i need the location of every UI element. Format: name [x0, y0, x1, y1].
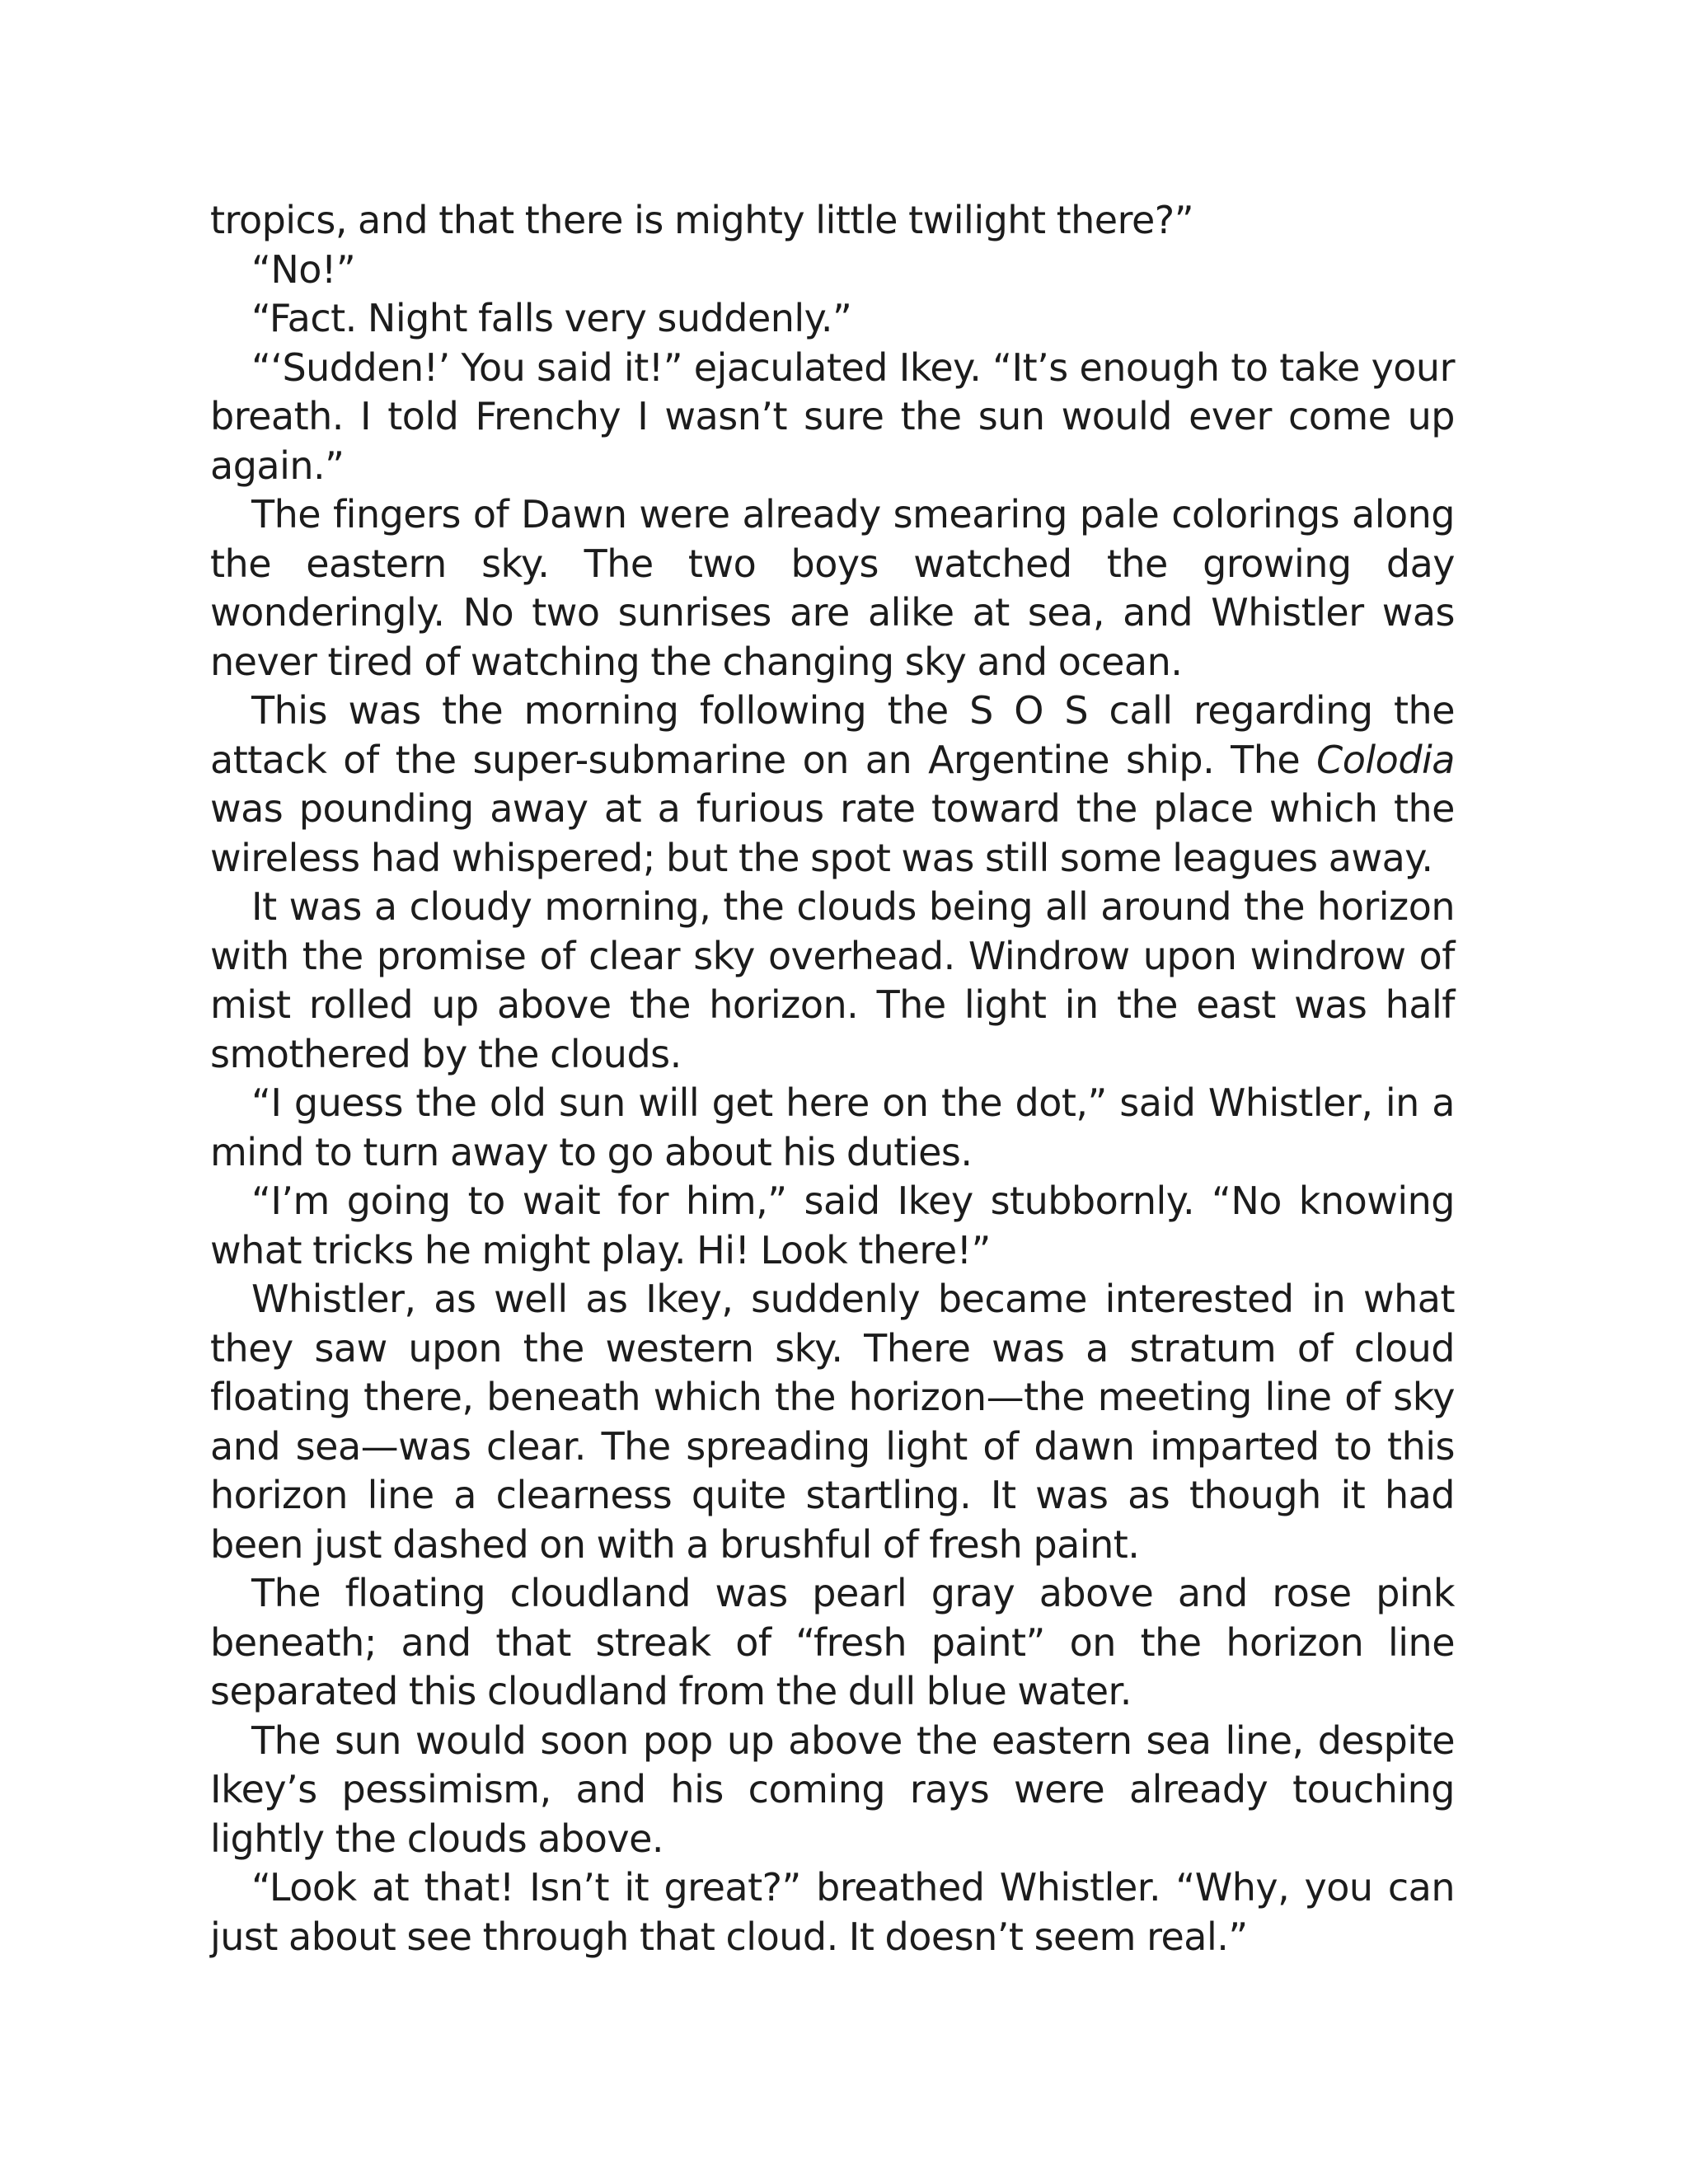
paragraph-narrative: The sun would soon pop up above the eastern sea line, despite Ikey’s pessimism, and his coming rays were already touching lightly the clouds above.	[210, 1718, 1455, 1861]
paragraph-text: This was the morning following the S O S call regarding the attack of the super-submarine on an Argentine ship. The	[210, 688, 1455, 782]
paragraph-continued: tropics, and that there is mighty little twilight there?”	[210, 198, 1194, 242]
paragraph-narrative: The fingers of Dawn were already smearing pale colorings along the eastern sky. The two boys watched the growing day wonderingly. No two sunrises are alike at sea, and Whistler was never tired of watching the changing sky and ocean.	[210, 492, 1455, 684]
paragraph-narrative: The floating cloudland was pearl gray above and rose pink beneath; and that streak of “fresh paint” on the horizon line separated this cloudland from the dull blue water.	[210, 1571, 1455, 1713]
paragraph-dialogue: “No!”	[251, 246, 356, 292]
ship-name: Colodia	[1316, 737, 1455, 782]
paragraph-dialogue: “Fact. Night falls very suddenly.”	[251, 296, 852, 340]
paragraph-narrative: It was a cloudy morning, the clouds being all around the horizon with the promise of clear sky overhead. Windrow upon windrow of mist rolled up above the horizon. The light in the east was half smothered by the clouds.	[210, 884, 1455, 1076]
paragraph-dialogue: “Look at that! Isn’t it great?” breathed Whistler. “Why, you can just about see through that cloud. It doesn’t seem real.”	[210, 1865, 1455, 1959]
paragraph-dialogue: “I’m going to wait for him,” said Ikey stubbornly. “No knowing what tricks he might play. Hi! Look there!”	[210, 1179, 1455, 1272]
book-page-body	[210, 196, 1455, 1961]
paragraph-narrative	[210, 687, 1455, 883]
paragraph-text: was pounding away at a furious rate toward the place which the wireless had whispered; but the spot was still some leagues away.	[210, 786, 1455, 880]
paragraph-dialogue: “‘Sudden!’ You said it!” ejaculated Ikey. “It’s enough to take your breath. I told Frenchy I wasn’t sure the sun would ever come up again.”	[210, 344, 1455, 488]
paragraph-dialogue: “I guess the old sun will get here on the dot,” said Whistler, in a mind to turn away to go about his duties.	[210, 1080, 1455, 1174]
paragraph-narrative: Whistler, as well as Ikey, suddenly became interested in what they saw upon the western sky. There was a stratum of cloud floating there, beneath which the horizon—the meeting line of sky and sea—was clear. The spreading light of dawn imparted to this horizon line a clearness quite startling. It was as though it had been just dashed on with a brushful of fresh paint.	[210, 1277, 1455, 1567]
